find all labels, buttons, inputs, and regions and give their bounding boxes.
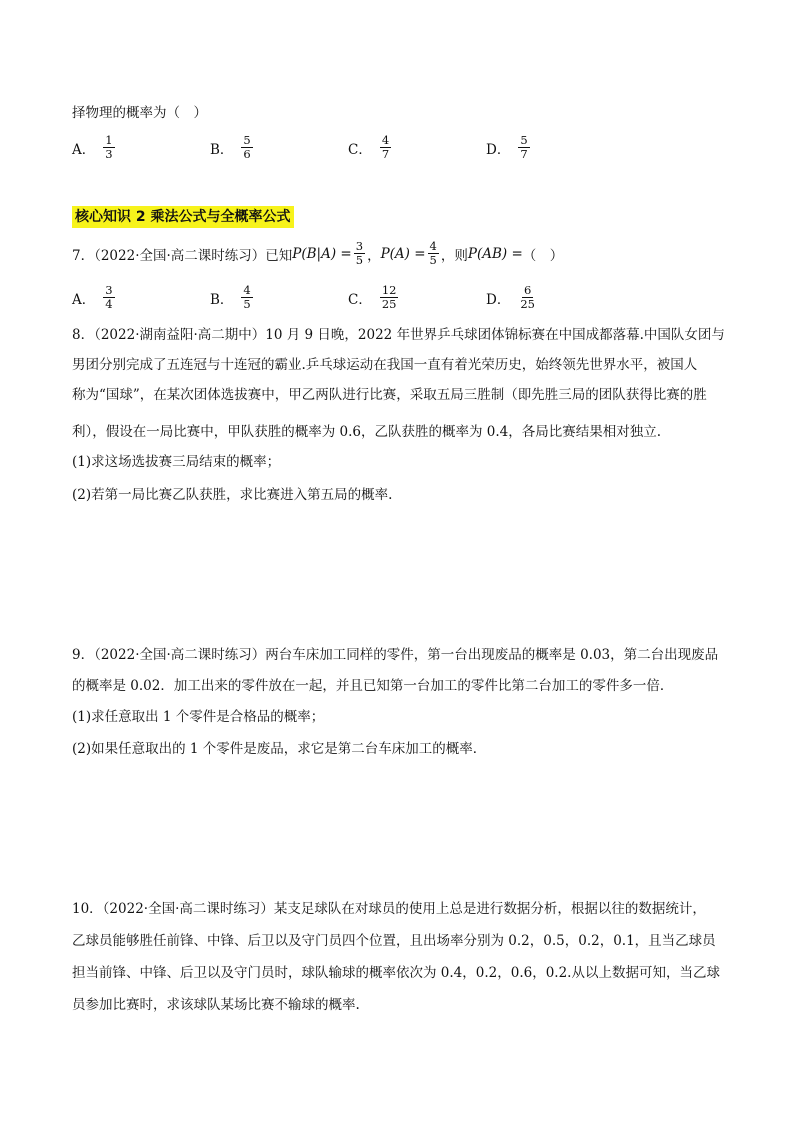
- q7-option-a: [72, 284, 117, 311]
- denominator: 5: [429, 253, 437, 267]
- q6-option-b: [210, 134, 255, 161]
- q6-option-c: [348, 134, 393, 161]
- option-letter: B．: [210, 141, 234, 158]
- numerator: 6: [523, 283, 532, 297]
- denominator: 6: [243, 147, 251, 161]
- numerator: 4: [243, 283, 251, 297]
- numerator: 5: [243, 133, 251, 147]
- option-letter: D．: [486, 291, 511, 308]
- q8-line-1: 8．（2022·湖南益阳·高二期中）10 月 9 日晚，2022 年世界乒乓球团体锦标赛在中国成都落幕.中国队女团与: [72, 327, 725, 343]
- q9-part-2: (2)如果任意取出的 1 个零件是废品，求它是第二台车床加工的概率．: [72, 741, 487, 757]
- q7-stem: [72, 240, 563, 267]
- q9-part-1: (1)求任意取出 1 个零件是合格品的概率；: [72, 709, 325, 725]
- numerator: 3: [355, 239, 364, 253]
- fraction: [241, 134, 252, 161]
- option-letter: A．: [72, 141, 96, 158]
- q8-line-4: 利），假设在一局比赛中，甲队获胜的概率为 0.6，乙队获胜的概率为 0.4，各局比赛结果相对独立.: [72, 424, 662, 440]
- q7-option-d: [486, 284, 539, 311]
- q6-text-tail: 择物理的概率为（ ）: [72, 105, 207, 121]
- q10-line-4: 员参加比赛时，求该球队某场比赛不输球的概率.: [72, 997, 360, 1013]
- q7-expr-pa: P(A) =: [380, 245, 426, 262]
- numerator: 5: [520, 133, 528, 147]
- fraction: [428, 240, 439, 267]
- q7-mid: ，则: [440, 247, 468, 264]
- fraction: [103, 284, 114, 311]
- numerator: 1: [105, 133, 113, 147]
- q7-prefix: 7．（2022·全国·高二课时练习）已知: [72, 247, 293, 264]
- q10-line-3: 担当前锋、中锋、后卫以及守门员时，球队输球的概率依次为 0.4，0.2，0.6，0.2.从以上数据可知，当乙球: [72, 965, 720, 981]
- q8-line-3: 称为“国球”，在某次团体选拔赛中，甲乙两队进行比赛，采取五局三胜制（即先胜三局的团队获得比赛的胜: [72, 387, 707, 403]
- denominator: 5: [355, 253, 364, 267]
- fraction: [518, 134, 529, 161]
- q8-line-2: 男团分别完成了五连冠与十连冠的霸业.乒乓球运动在我国一直有着光荣历史，始终领先世界水平，被国人: [72, 357, 698, 373]
- q7-option-c: [348, 284, 400, 311]
- q7-option-b: [210, 284, 255, 311]
- q9-line-1: 9．（2022·全国·高二课时练习）两台车床加工同样的零件，第一台出现废品的概率是 0.03，第二台出现废品: [72, 647, 719, 663]
- denominator: 7: [520, 147, 528, 161]
- q9-line-2: 的概率是 0.02．加工出来的零件放在一起，并且已知第一台加工的零件比第二台加工的零件多一倍．: [72, 678, 674, 694]
- fraction: [518, 284, 537, 311]
- fraction: [241, 284, 252, 311]
- option-letter: D．: [486, 141, 511, 158]
- q7-separator: ，: [367, 247, 381, 264]
- denominator: 25: [381, 297, 397, 311]
- numerator: 4: [381, 133, 390, 147]
- q6-option-a: [72, 134, 117, 161]
- numerator: 12: [381, 283, 397, 297]
- option-letter: C．: [348, 141, 372, 158]
- denominator: 7: [381, 147, 390, 161]
- q7-expr-pab: P(AB) =: [467, 245, 523, 262]
- fraction: [103, 134, 114, 161]
- q6-option-d: [486, 134, 532, 161]
- option-letter: A．: [72, 291, 96, 308]
- q7-expr-pba: P(B|A) =: [292, 245, 352, 262]
- denominator: 3: [105, 147, 113, 161]
- section-title: 核心知识 2 乘法公式与全概率公式: [72, 206, 294, 228]
- numerator: 4: [429, 239, 437, 253]
- q10-line-2: 乙球员能够胜任前锋、中锋、后卫以及守门员四个位置，且出场率分别为 0.2，0.5，0.2，0.1，且当乙球员: [72, 933, 716, 949]
- option-letter: C．: [348, 291, 372, 308]
- denominator: 4: [105, 297, 113, 311]
- q7-suffix: （ ）: [522, 247, 564, 264]
- fraction: [380, 134, 391, 161]
- option-letter: B．: [210, 291, 234, 308]
- denominator: 5: [243, 297, 251, 311]
- fraction: [380, 284, 399, 311]
- q10-line-1: 10．（2022·全国·高二课时练习）某支足球队在对球员的使用上总是进行数据分析，根据以往的数据统计，: [72, 901, 706, 917]
- numerator: 3: [105, 283, 113, 297]
- q8-part-2: (2)若第一局比赛乙队获胜，求比赛进入第五局的概率.: [72, 487, 393, 503]
- denominator: 25: [520, 297, 535, 311]
- fraction: [354, 240, 365, 267]
- q8-part-1: (1)求这场选拔赛三局结束的概率；: [72, 454, 281, 470]
